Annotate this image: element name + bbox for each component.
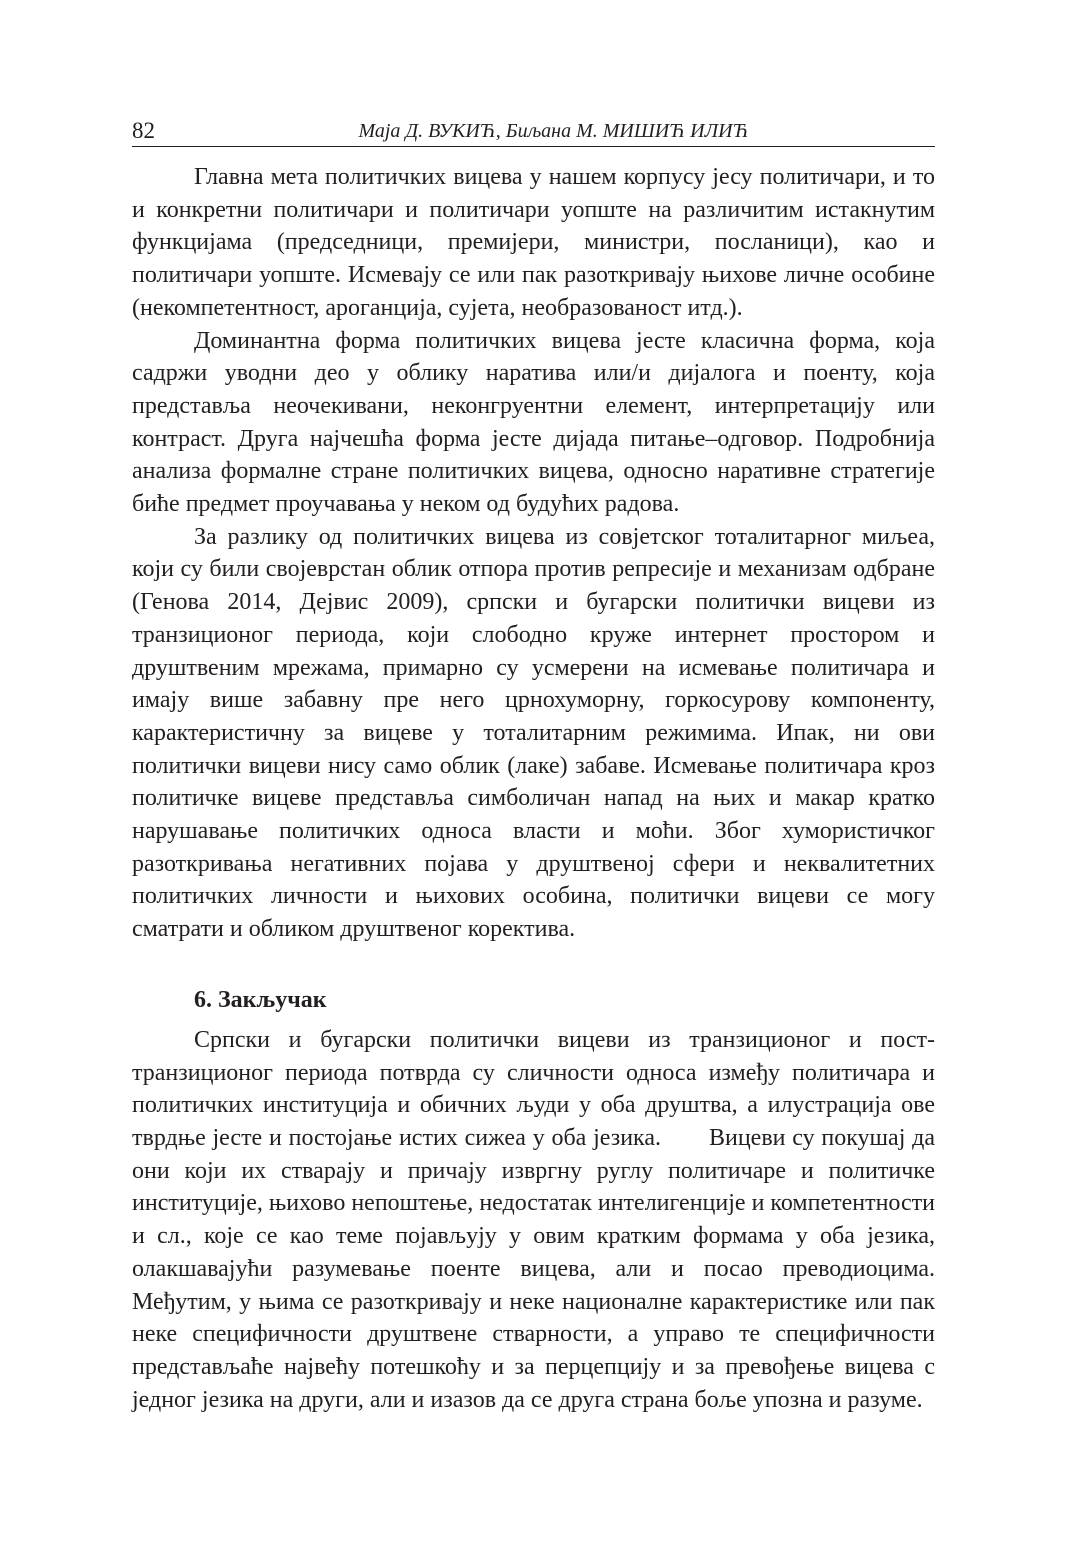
page-body [132, 161, 935, 1416]
section-heading: 6. Закључак [194, 986, 327, 1013]
running-head: Маја Д. ВУКИЋ, Биљана М. МИШИЋ ИЛИЋ [358, 120, 749, 142]
paragraph: Доминантна форма политичких вицева јесте класична форма, која садржи уводни део у облику наратива или/и дијалога и поенту, која представља неочекивани, неконгруентни елемент, интерпретацију или контраст. Друга најчешћа форма јесте дијада питање–одговор. Подробнија анализа формалне стране политичких вицева, односно наративне стратегије биће предмет проучавања у неком од будућих радова. [132, 327, 935, 518]
paragraph: За разлику од политичких вицева из совјетског тоталитарног миљеа, који су били својеврстан облик отпора против репресије и механизам одбране (Генова 2014, Дејвис 2009), српски и бугарски политички вицеви из транзиционог периода, који слободно круже интернет простором и друштвеним мрежама, примарно су усмерени на исмевање политичара и имају више забавну пре него црнохуморну, горкосурову компоненту, карактеристичну за вицеве у тоталитарним режимима. Ипак, ни ови политички вицеви нису само облик (лаке) забаве. Исмевање политичара кроз политичке вицеве представља симболичан напад на њих и макар кратко нарушавање политичких односа власти и моћи. Због хумористичког разоткривања негативних појава у друштвеној сфери и неквалитетних политичких личности и њихових особина, политички вицеви се могу сматрати и обликом друштвеног коректива. [132, 523, 935, 943]
page-header [132, 116, 935, 147]
paragraph: Главна мета политичких вицева у нашем корпусу јесу политичари, и то и конкретни политичари и политичари уопште на различитим истакнутим функцијама (председници, премијери, министри, посланици), као и политичари уопште. Исмевају се или пак разоткривају њихове личне особине (некомпетентност, ароганција, сујета, необразованост итд.). [132, 164, 935, 321]
paragraph: Српски и бугарски политички вицеви из транзиционог и посттранзиционог периода потврда су сличности односа између политичара и политичких институција и обичних људи у оба друштва, а илустрација ове тврдње јесте и постојање истих сижеа у оба језика. Вицеви су покушај да они који их стварају и причају извргну руглу политичаре и политичке институције, њихово непоштење, недостатак интелигенције и компетентности и сл., које се као теме појављују у овим кратким формама у оба језика, олакшавајући разумевање поенте вицева, али и посао преводиоцима. Међутим, у њима се разоткривају и неке националне карактеристике или пак неке специфичности друштвене стварности, а управо те специфичности представљаће највећу потешкоћу и за перцепцију и за превођење вицева с једног језика на други, али и изазов да се друга страна боље упозна и разуме. [132, 1026, 935, 1413]
page-number: 82 [132, 118, 155, 143]
